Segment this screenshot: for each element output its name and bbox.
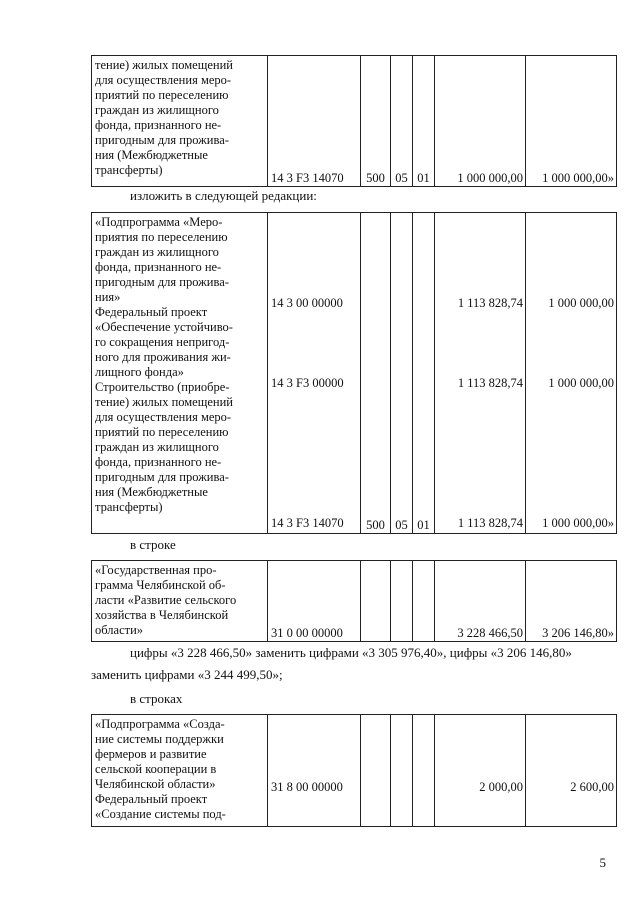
name-line: фермеров и развитие bbox=[95, 747, 207, 761]
name-line: трансферты) bbox=[95, 500, 163, 514]
name-line: приятия по переселению bbox=[95, 230, 228, 244]
name-line: грамма Челябинской об- bbox=[95, 578, 226, 592]
section bbox=[391, 715, 413, 827]
name-line: граждан из жилищного bbox=[95, 440, 219, 454]
name-line: приятий по переселению bbox=[95, 425, 229, 439]
name-line: «Обеспечение устойчиво- bbox=[95, 320, 233, 334]
table-state-program bbox=[91, 560, 617, 642]
name-line: «Создание системы под- bbox=[95, 807, 226, 821]
name-line: «Государственная про- bbox=[95, 563, 217, 577]
row-name bbox=[92, 56, 268, 187]
subsection: 01 bbox=[413, 213, 435, 534]
sum-year-1: 1 000 000,00 bbox=[435, 56, 526, 187]
table-continuation bbox=[91, 55, 617, 187]
sum-year-1: 2 000,00 bbox=[479, 780, 523, 794]
name-line: го сокращения непригод- bbox=[95, 335, 230, 349]
name-line: «Подпрограмма «Меро- bbox=[95, 215, 223, 229]
subsection bbox=[413, 715, 435, 827]
expense-type bbox=[361, 715, 391, 827]
name-line: пригодным для прожива- bbox=[95, 133, 229, 147]
name-line: для осуществления меро- bbox=[95, 73, 232, 87]
table-new-edition bbox=[91, 212, 617, 534]
row-name bbox=[92, 213, 268, 534]
sum-year-2: 1 000 000,00» bbox=[526, 56, 617, 187]
name-line: Челябинской области» bbox=[95, 777, 216, 791]
expense-type: 500 bbox=[361, 213, 391, 534]
target-code: 31 0 00 00000 bbox=[268, 561, 361, 642]
name-line: приятий по переселению bbox=[95, 88, 229, 102]
replacement-text: заменить цифрами «3 244 499,50»; bbox=[91, 667, 283, 682]
sum-year-1: 1 113 828,74 bbox=[457, 296, 523, 310]
row-name bbox=[92, 715, 268, 827]
name-line: Строительство (приобре- bbox=[95, 380, 230, 394]
sum-year-2: 1 000 000,00 bbox=[548, 296, 614, 310]
target-code: 14 3 00 00000 bbox=[271, 296, 343, 310]
name-line: хозяйства в Челябинской bbox=[95, 608, 229, 622]
name-line: пригодным для прожива- bbox=[95, 470, 229, 484]
expense-type: 500 bbox=[361, 56, 391, 187]
name-line: ния» bbox=[95, 290, 121, 304]
instruction-text: в строке bbox=[130, 537, 176, 552]
page-number: 5 bbox=[599, 855, 606, 870]
name-line: граждан из жилищного bbox=[95, 103, 219, 117]
name-line: тение) жилых помещений bbox=[95, 395, 233, 409]
sum-year-2-cell bbox=[526, 715, 617, 827]
instruction-text: изложить в следующей редакции: bbox=[130, 188, 317, 203]
sum-year-2: 3 206 146,80» bbox=[526, 561, 617, 642]
name-line: пригодным для прожива- bbox=[95, 275, 229, 289]
sum-year-1: 3 228 466,50 bbox=[435, 561, 526, 642]
name-line: трансферты) bbox=[95, 163, 163, 177]
name-line: ного для проживания жи- bbox=[95, 350, 231, 364]
instruction-text: в строках bbox=[130, 691, 183, 706]
name-line: ния (Межбюджетные bbox=[95, 148, 208, 162]
expense-type bbox=[361, 561, 391, 642]
section: 05 bbox=[391, 56, 413, 187]
name-line: Федеральный проект bbox=[95, 792, 208, 806]
target-code: 14 3 F3 14070 bbox=[268, 56, 361, 187]
target-code: 31 8 00 00000 bbox=[271, 780, 343, 794]
replacement-text: цифры «3 228 466,50» заменить цифрами «3 305 976,40», цифры «3 206 146,80» bbox=[130, 645, 572, 660]
sum-year-2: 1 000 000,00» bbox=[542, 516, 614, 530]
sum-year-2: 2 600,00 bbox=[570, 780, 614, 794]
sum-year-1: 1 113 828,74 bbox=[457, 376, 523, 390]
section bbox=[391, 561, 413, 642]
name-line: фонда, признанного не- bbox=[95, 118, 222, 132]
table-subprogram bbox=[91, 714, 617, 827]
name-line: сельской кооперации в bbox=[95, 762, 217, 776]
target-code-cell bbox=[268, 213, 361, 534]
name-line: Федеральный проект bbox=[95, 305, 208, 319]
name-line: ния (Межбюджетные bbox=[95, 485, 208, 499]
sum-year-2-cell bbox=[526, 213, 617, 534]
sum-year-1-cell bbox=[435, 213, 526, 534]
name-line: тение) жилых помещений bbox=[95, 58, 233, 72]
subsection bbox=[413, 561, 435, 642]
target-code-cell bbox=[268, 715, 361, 827]
target-code: 14 3 F3 00000 bbox=[271, 376, 344, 390]
sum-year-1-cell bbox=[435, 715, 526, 827]
name-line: ние системы поддержки bbox=[95, 732, 224, 746]
section: 05 bbox=[391, 213, 413, 534]
name-line: области» bbox=[95, 623, 144, 637]
name-line: граждан из жилищного bbox=[95, 245, 219, 259]
name-line: ласти «Развитие сельского bbox=[95, 593, 237, 607]
sum-year-1: 1 113 828,74 bbox=[457, 516, 523, 530]
name-line: для осуществления меро- bbox=[95, 410, 232, 424]
row-name bbox=[92, 561, 268, 642]
subsection: 01 bbox=[413, 56, 435, 187]
sum-year-2: 1 000 000,00 bbox=[548, 376, 614, 390]
name-line: «Подпрограмма «Созда- bbox=[95, 717, 225, 731]
name-line: фонда, признанного не- bbox=[95, 260, 222, 274]
name-line: лищного фонда» bbox=[95, 365, 184, 379]
name-line: фонда, признанного не- bbox=[95, 455, 222, 469]
target-code: 14 3 F3 14070 bbox=[271, 516, 344, 530]
